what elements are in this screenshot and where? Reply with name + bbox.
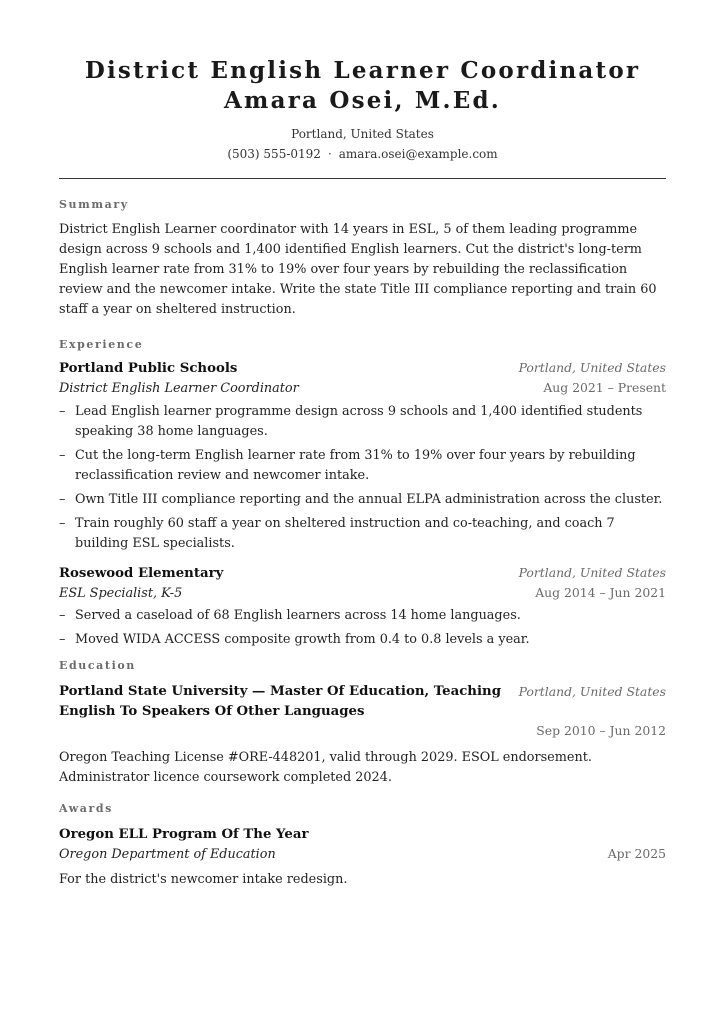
summary-text: District English Learner coordinator with 14 years in ESL, 5 of them leading programme design across 9 schools and 1,400 identified English learners. Cut the district's long-term English learner rate from 31% to 19% over four years by rebuilding the reclassification review and the newcomer intake. Write the state Title III compliance reporting and train 60 staff a year on sheltered instruction. <box>59 222 657 317</box>
job-role: ESL Specialist, K-5 <box>59 586 183 601</box>
education-dates: Sep 2010 – Jun 2012 <box>536 723 666 738</box>
education-location: Portland, United States <box>518 684 666 699</box>
bullet-text: Cut the long-term English learner rate from 31% to 19% over four years by rebuilding reclassification review and newcomer intake. <box>75 448 636 483</box>
bullet-text: Train roughly 60 staff a year on sheltered instruction and co-teaching, and coach 7 building ESL specialists. <box>75 516 615 551</box>
award-date: Apr 2025 <box>607 846 666 861</box>
job-location: Portland, United States <box>518 360 666 375</box>
section-title-experience: Experience <box>59 338 144 351</box>
bullet-text: Served a caseload of 68 English learners across 14 home languages. <box>75 608 521 623</box>
bullet-marker: – <box>59 632 66 647</box>
job-entry <box>59 563 666 650</box>
candidate-name: District English Learner Coordinator Amara Osei, M.Ed. <box>84 57 641 114</box>
bullet-text: Lead English learner programme design across 9 schools and 1,400 identified students speaking 38 home languages. <box>75 404 643 439</box>
education-degree: Portland State University — Master Of Education, Teaching English To Speakers Of Other Languages <box>59 684 501 719</box>
header-divider <box>59 178 666 179</box>
job-entry <box>59 358 666 554</box>
bullet-marker: – <box>59 516 66 531</box>
job-organization: Portland Public Schools <box>59 361 238 376</box>
job-location: Portland, United States <box>518 565 666 580</box>
email-address: amara.osei@example.com <box>338 147 498 161</box>
bullet-text: Moved WIDA ACCESS composite growth from 0.4 to 0.8 levels a year. <box>75 632 530 647</box>
bullet-item <box>59 630 666 650</box>
education-entry <box>59 682 666 788</box>
section-title-summary: Summary <box>59 198 129 211</box>
bullet-item <box>59 490 666 510</box>
bullet-marker: – <box>59 492 66 507</box>
job-bullets <box>59 402 666 554</box>
bullet-marker: – <box>59 608 66 623</box>
award-description: For the district's newcomer intake redesign. <box>59 872 348 887</box>
bullet-item <box>59 402 666 442</box>
bullet-item <box>59 606 666 626</box>
resume-page <box>59 0 666 890</box>
job-bullets <box>59 606 666 650</box>
contact-line <box>59 146 666 162</box>
bullet-marker: – <box>59 448 66 463</box>
education-details: Oregon Teaching License #ORE-448201, valid through 2029. ESOL endorsement. Administrator licence coursework completed 2024. <box>59 750 592 785</box>
bullet-marker: – <box>59 404 66 419</box>
contact-separator: · <box>327 147 332 161</box>
phone-number: (503) 555-0192 <box>227 147 321 161</box>
award-entry <box>59 825 666 890</box>
section-title-education: Education <box>59 659 136 672</box>
job-role: District English Learner Coordinator <box>59 381 299 396</box>
bullet-item <box>59 446 666 486</box>
bullet-item <box>59 514 666 554</box>
bullet-text: Own Title III compliance reporting and the annual ELPA administration across the cluster. <box>75 492 663 507</box>
job-dates: Aug 2014 – Jun 2021 <box>535 585 666 600</box>
candidate-location: Portland, United States <box>291 127 434 141</box>
award-name: Oregon ELL Program Of The Year <box>59 827 309 842</box>
job-organization: Rosewood Elementary <box>59 566 224 581</box>
section-title-awards: Awards <box>59 802 113 815</box>
award-issuer: Oregon Department of Education <box>59 847 276 862</box>
job-dates: Aug 2021 – Present <box>543 380 666 395</box>
